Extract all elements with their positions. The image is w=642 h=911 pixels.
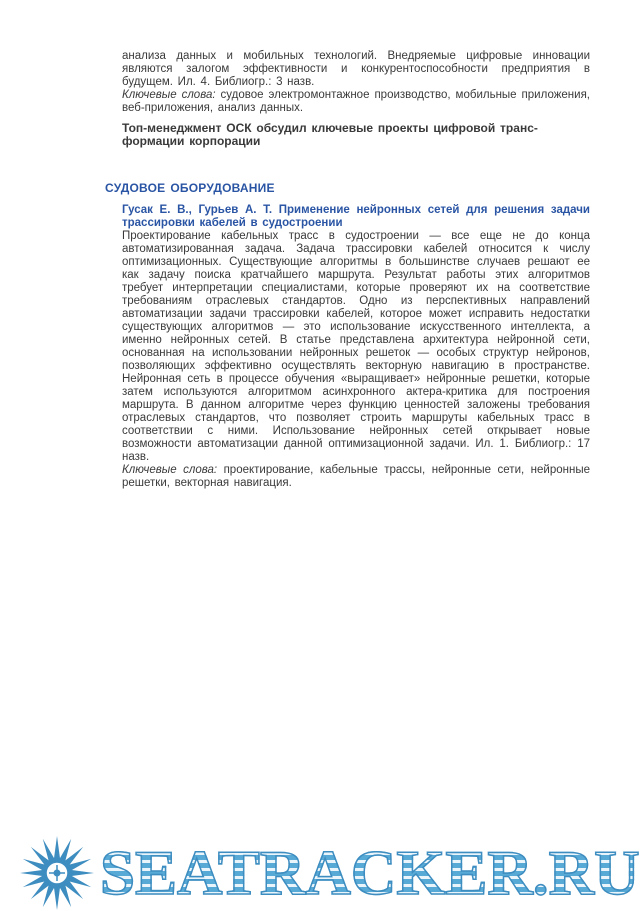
seatracker-watermark [18,838,640,908]
article-abstract: Проектирование кабельных трасс в судостроении — все еще не до конца автоматизированная задача. Задача трассировки кабелей относится к числу оптимизационных. Существующие алгоритмы в большинстве случаев решают ее как задачу поиска кратчайшего маршрута. Результат работы этих алгоритмов требует интерпретации специалистами, которые проверяют их на соответствие требованиям отраслевых стандартов. Одно из перспективных направлений автоматизации задачи трассировки кабелей, которое может исправить недостатки существующих алгоритмов — это использование искусственного интеллекта, а именно нейронных сетей. В статье представлена архитектура нейронной сети, основанная на использовании нейронных решеток — особых структур нейронов, позволяющих эффективно осуществлять векторную навигацию в пространстве. Нейронная сеть в процессе обучения «выращивает» нейронные решетки, которые затем используются алгоритмом асинхронного актера-критика для построения маршрута. В данном алгоритме через функцию ценностей заложены требования отраслевых стандартов, что позволяет строить маршруты кабельных трасс в соответствии с ними. Использование нейронных сетей открывает новые возможности автоматизации данной оптимизационной задачи. Ил. 1. Библиогр.: 17 назв. [122,230,590,463]
section-heading: СУДОВОЕ ОБОРУДОВАНИЕ [105,181,275,195]
article-keywords [122,464,590,490]
keywords-text: судовое электромонтажное производство, мобильные приложения, веб-приложения, анализ данных. [122,89,590,114]
article-title: Гусак Е. В., Гурьев А. Т. Применение нейронных сетей для решения задачи трассировки кабелей в судостроении [122,204,590,229]
news-headline-line2: формации корпорации [122,134,261,148]
keywords-label: Ключевые слова: [122,89,216,101]
sun-starburst-icon [18,834,96,911]
text-column [105,50,590,490]
previous-abstract-tail: анализа данных и мобильных технологий. Внедряемые цифровые инновации являются залогом эффективности и конкурентоспособности предприятия в будущем. Ил. 4. Библиогр.: 3 назв. [122,50,590,88]
news-headline-line1: Топ-менеджмент ОСК обсудил ключевые проекты цифровой транс- [122,121,538,135]
previous-abstract-keywords [122,89,590,115]
news-headline [122,122,590,148]
watermark-text: SEATRACKER.RU [100,838,640,908]
keywords-label: Ключевые слова: [122,464,218,476]
keywords-text: проектирование, кабельные трассы, нейронные сети, нейронные решетки, векторная навигация. [122,464,590,489]
